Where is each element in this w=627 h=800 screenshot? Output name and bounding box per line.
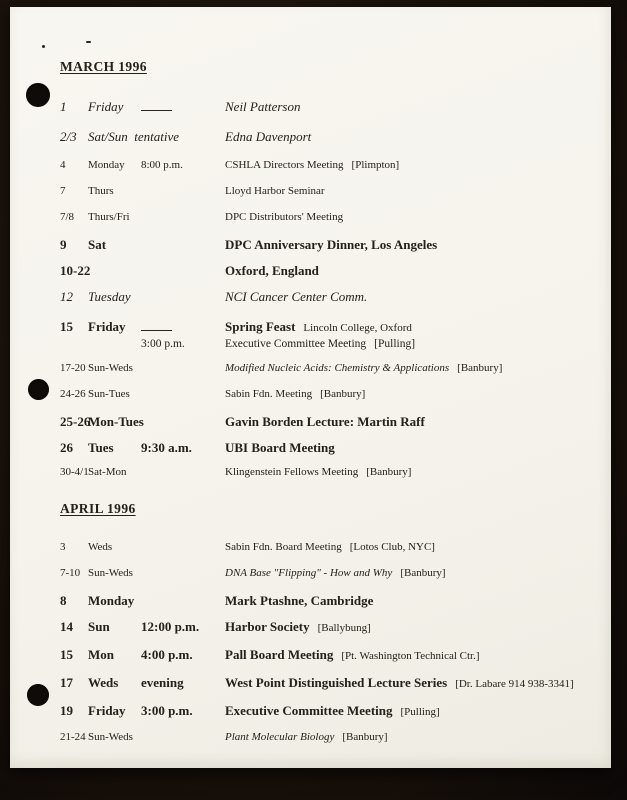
event-description: [225, 338, 595, 351]
event-time: 8:00 p.m.: [141, 159, 183, 171]
description-segment: [Banbury]: [342, 731, 388, 743]
event-description: [225, 237, 595, 252]
event-description: [225, 388, 595, 401]
hole-punch: [27, 684, 49, 706]
document-page: [10, 7, 611, 768]
event-day: Mon: [88, 647, 114, 662]
event-day: Sun: [88, 619, 110, 634]
event-day: Tuesday: [88, 289, 131, 304]
event-description: [225, 159, 595, 172]
event-row: [60, 414, 595, 429]
event-row: [60, 362, 595, 375]
event-description: [225, 99, 595, 114]
description-segment: [Banbury]: [457, 362, 503, 374]
description-segment: [Pulling]: [374, 338, 416, 350]
event-row: [60, 319, 595, 336]
description-segment: NCI Cancer Center Comm.: [225, 289, 368, 304]
hole-punch: [28, 379, 49, 400]
event-date: 15: [60, 319, 73, 334]
description-segment: [Banbury]: [366, 466, 412, 478]
description-segment: [Pulling]: [400, 706, 440, 718]
event-date: 9: [60, 237, 67, 252]
description-segment: [Banbury]: [400, 567, 446, 579]
description-segment: [Ballybung]: [317, 622, 371, 634]
event-description: [225, 567, 595, 580]
description-segment: Pall Board Meeting: [225, 647, 334, 662]
description-segment: Modified Nucleic Acids: Chemistry & Applications: [225, 362, 450, 374]
description-segment: Oxford, England: [225, 263, 319, 278]
description-segment: DPC Distributors' Meeting: [225, 211, 344, 223]
section-title: APRIL 1996: [60, 501, 136, 516]
description-segment: [Pt. Washington Technical Ctr.]: [341, 650, 480, 662]
event-row: [60, 185, 595, 198]
description-segment: Gavin Borden Lecture: Martin Raff: [225, 414, 425, 429]
event-description: [225, 211, 595, 224]
description-segment: Sabin Fdn. Board Meeting: [225, 541, 342, 553]
hole-punch: [26, 83, 50, 107]
event-date: 7: [60, 185, 66, 197]
event-day: Thurs: [88, 185, 114, 197]
description-segment: DNA Base "Flipping" - How and Why: [225, 567, 393, 579]
description-segment: [Lotos Club, NYC]: [349, 541, 435, 553]
event-date: 4: [60, 159, 66, 171]
event-description: [225, 129, 595, 144]
description-segment: [Dr. Labare 914 938-3341]: [455, 678, 574, 690]
event-row: [60, 647, 595, 664]
event-day: Monday: [88, 159, 125, 171]
event-date: 17: [60, 675, 73, 690]
event-description: [225, 647, 595, 664]
event-date: 3: [60, 541, 66, 553]
event-day: Sun-Tues: [88, 388, 130, 400]
event-day: Sat/Sun tentative: [88, 129, 179, 144]
description-segment: Mark Ptashne, Cambridge: [225, 593, 374, 608]
event-row: [60, 211, 595, 224]
description-segment: DPC Anniversary Dinner, Los Angeles: [225, 237, 438, 252]
event-time: [141, 99, 225, 114]
description-segment: Klingenstein Fellows Meeting: [225, 466, 359, 478]
description-segment: CSHLA Directors Meeting: [225, 159, 344, 171]
event-row-continuation: [60, 338, 595, 351]
event-row: [60, 263, 595, 278]
event-description: [225, 731, 595, 744]
event-date: 14: [60, 619, 73, 634]
event-description: [225, 414, 595, 429]
event-row: [60, 388, 595, 401]
event-description: [225, 466, 595, 479]
event-row: [60, 440, 595, 455]
event-description: [225, 541, 595, 554]
event-day: Monday: [88, 593, 135, 608]
event-row: [60, 129, 595, 144]
section-march-1996: [60, 59, 595, 479]
event-description: [225, 675, 595, 692]
event-day: Sun-Weds: [88, 362, 133, 374]
event-time: 9:30 a.m.: [141, 440, 192, 455]
description-segment: Spring Feast: [225, 319, 296, 334]
event-date: 17-20: [60, 362, 86, 374]
description-segment: Sabin Fdn. Meeting: [225, 388, 313, 400]
event-row: [60, 466, 595, 479]
event-date: 8: [60, 593, 67, 608]
scan-speck: [42, 45, 45, 48]
section-title: MARCH 1996: [60, 59, 147, 74]
calendar-content: [60, 59, 595, 757]
description-segment: Lincoln College, Oxford: [303, 322, 412, 334]
description-segment: Lloyd Harbor Seminar: [225, 185, 325, 197]
event-day: Friday: [88, 99, 124, 114]
event-row: [60, 675, 595, 692]
event-description: [225, 319, 595, 336]
event-time: 12:00 p.m.: [141, 619, 200, 634]
description-segment: UBI Board Meeting: [225, 440, 335, 455]
event-row: [60, 731, 595, 744]
event-description: [225, 362, 595, 375]
event-day: Weds: [88, 541, 113, 553]
event-row: [60, 99, 595, 114]
event-day: Sat-Mon: [88, 466, 127, 478]
event-date: 21-24: [60, 731, 86, 743]
event-date: 19: [60, 703, 73, 718]
event-day: Thurs/Fri: [88, 211, 130, 223]
description-segment: Executive Committee Meeting: [225, 338, 367, 350]
event-day: Sat: [88, 237, 107, 252]
event-description: [225, 619, 595, 636]
event-row: [60, 703, 595, 720]
event-day: Tues: [88, 440, 114, 455]
event-row: [60, 159, 595, 172]
event-date: 26: [60, 440, 73, 455]
description-segment: West Point Distinguished Lecture Series: [225, 675, 448, 690]
event-date: 1: [60, 99, 67, 114]
event-date: 7/8: [60, 211, 75, 223]
section-april-1996: [60, 501, 595, 744]
blank-line: [141, 101, 172, 111]
blank-line: [141, 321, 172, 331]
event-time: 3:00 p.m.: [141, 338, 185, 350]
event-description: [225, 185, 595, 198]
description-segment: Neil Patterson: [225, 99, 301, 114]
description-segment: [Plimpton]: [351, 159, 400, 171]
event-date: 24-26: [60, 388, 86, 400]
description-segment: Plant Molecular Biology: [225, 731, 335, 743]
event-date: 7-10: [60, 567, 81, 579]
event-row: [60, 567, 595, 580]
event-description: [225, 263, 595, 278]
event-description: [225, 593, 595, 608]
event-time: 3:00 p.m.: [141, 703, 193, 718]
event-description: [225, 289, 595, 304]
event-day: Friday: [88, 319, 126, 334]
event-day: Sun-Weds: [88, 567, 133, 579]
event-time: evening: [141, 675, 184, 690]
scan-speck: [86, 41, 91, 43]
event-row: [60, 593, 595, 608]
event-time: [141, 319, 225, 334]
description-segment: Executive Committee Meeting: [225, 703, 393, 718]
event-day: Sun-Weds: [88, 731, 133, 743]
description-segment: Harbor Society: [225, 619, 310, 634]
event-row: [60, 541, 595, 554]
event-date: 30-4/1: [60, 466, 89, 478]
event-row: [60, 289, 595, 304]
event-date: 10-22: [60, 263, 91, 278]
description-segment: [Banbury]: [320, 388, 366, 400]
event-row: [60, 619, 595, 636]
event-date: 15: [60, 647, 73, 662]
event-day: Friday: [88, 703, 126, 718]
event-description: [225, 703, 595, 720]
event-date: 2/3: [60, 129, 77, 144]
event-row: [60, 237, 595, 252]
event-day: Mon-Tues: [88, 414, 144, 429]
event-date: 25-26: [60, 414, 91, 429]
event-day: Weds: [88, 675, 119, 690]
event-description: [225, 440, 595, 455]
event-time: 4:00 p.m.: [141, 647, 193, 662]
event-date: 12: [60, 289, 73, 304]
description-segment: Edna Davenport: [225, 129, 312, 144]
